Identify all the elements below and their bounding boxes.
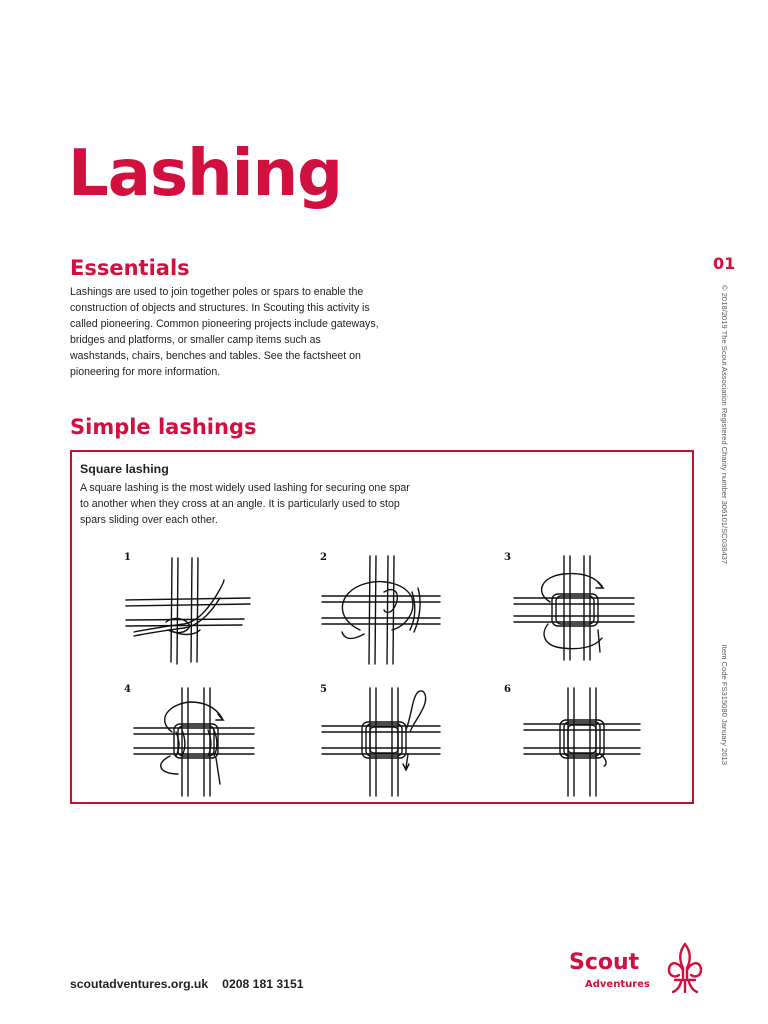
- logo-word: Scout: [569, 950, 640, 975]
- fleur-de-lis-icon: [667, 942, 703, 994]
- square-lashing-step-5-illustration: [320, 684, 460, 804]
- square-lashing-step-2-illustration: [320, 552, 460, 672]
- square-lashing-panel: [70, 450, 694, 804]
- essentials-heading: Essentials: [70, 256, 190, 280]
- scout-adventures-logo: [569, 942, 709, 997]
- simple-lashings-heading: Simple lashings: [70, 415, 257, 439]
- step-label: 1: [124, 552, 131, 563]
- phone-number: 0208 181 3151: [222, 977, 304, 991]
- copyright-text: © 2018/2019 The Scout Association Registered Charity number 306101/SC038437: [720, 285, 729, 565]
- square-lashing-description: A square lashing is the most widely used lashing for securing one spar to another when they cross at an angle. It is particularly used to stop spars sliding over each other.: [80, 482, 410, 526]
- page-title: Lashing: [68, 137, 342, 211]
- page-number: 01: [713, 254, 736, 273]
- website-link[interactable]: scoutadventures.org.uk: [70, 977, 209, 991]
- square-lashing-step-6-illustration: [504, 684, 644, 804]
- item-code-text: Item Code FS315080 January 2013: [720, 644, 729, 765]
- square-lashing-step-4-illustration: [124, 684, 264, 804]
- essentials-body: Lashings are used to join together poles or spars to enable the construction of objects and structures. In Scouting this activity is called pioneering. Common pioneering projects include gateways, bridges and platforms, or smaller camp items such as washstands, chairs, benches and tables. See the factsheet on pioneering for more information.: [70, 286, 379, 378]
- step-label: 2: [320, 552, 327, 563]
- step-label: 5: [320, 684, 327, 695]
- square-lashing-step-3-illustration: [504, 552, 644, 672]
- step-label: 4: [124, 684, 131, 695]
- square-lashing-title: Square lashing: [80, 462, 169, 476]
- side-note: [718, 285, 730, 765]
- square-lashing-step-1-illustration: [124, 552, 264, 672]
- step-label: 6: [504, 684, 511, 695]
- step-label: 3: [504, 552, 511, 563]
- footer-contact: [70, 977, 304, 991]
- logo-sub: Adventures: [585, 979, 650, 990]
